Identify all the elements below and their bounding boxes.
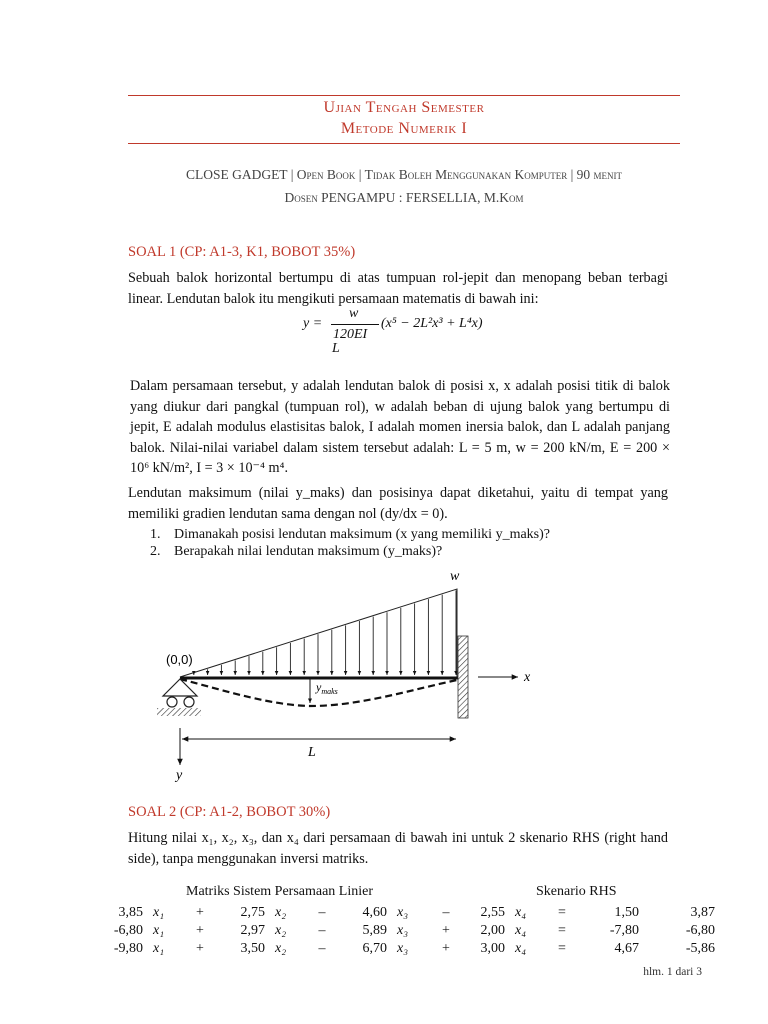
equation-cell-r2: 3,87 <box>690 905 715 920</box>
formula-rhs: (x⁵ − 2L²x³ + L⁴x) <box>381 316 483 331</box>
equation-cell-v1: x₁ <box>153 905 165 920</box>
equation-cell-c3: 6,70 <box>362 941 387 956</box>
equation-cell-v2: x₂ <box>275 923 287 938</box>
equation-cell-c2: 2,75 <box>240 905 265 920</box>
equation-cell-o3: + <box>442 923 450 938</box>
course-title: Metode Numerik I <box>340 120 468 137</box>
equation-cell-r2: -5,86 <box>685 941 715 956</box>
ground-hatch <box>157 708 201 716</box>
soal1-explanation: Dalam persamaan tersebut, y adalah lendutan balok di posisi x, x adalah posisi titik di balok yang diukur dari pangkal (tumpuan rol), w adalah beban di ujung balok yang bertumpu di jepit, E adalah modulus elastisitas balok, I adalah momen inersia balok, dan L adalah panjang balok. Nilai-nilai variabel dalam sistem tersebut adalah: L = 5 m, w = 200 kN/m, E = 200 × 10⁶ kN/m², I = 3 × 10⁻⁴ m⁴. <box>130 378 670 476</box>
soal1-intro: Sebuah balok horizontal bertumpu di atas tumpuan rol-jepit dan menopang beban terbagi linear. Lendutan balok itu mengikuti persamaan matematis di bawah ini: <box>128 270 668 307</box>
equation-cell-v4: x₄ <box>515 905 527 920</box>
equation-cell-o1: + <box>196 923 204 938</box>
load-distribution <box>180 589 457 677</box>
formula-lhs: y = <box>303 316 323 331</box>
equation-cell-eq: = <box>558 905 566 920</box>
page-number: hlm. 1 dari 3 <box>643 966 702 978</box>
fixed-support <box>458 636 468 718</box>
equation-cell-r1: 1,50 <box>614 905 639 920</box>
roller-wheel-right <box>184 697 194 707</box>
equation-cell-v2: x₂ <box>275 941 287 956</box>
equation-cell-o1: + <box>196 905 204 920</box>
formula-below: L <box>332 341 340 356</box>
load-label: w <box>450 569 460 584</box>
equation-cell-c2: 2,97 <box>240 923 265 938</box>
equation-cell-c1: -6,80 <box>113 923 143 938</box>
equation-cell-eq: = <box>558 941 566 956</box>
matrix-caption: Matriks Sistem Persamaan Linier <box>186 884 374 899</box>
x-axis-label: x <box>524 670 531 685</box>
exam-title: Ujian Tengah Semester <box>323 99 485 116</box>
lecturer: Dosen PENGAMPU : FERSELLIA, M.Kom <box>284 190 524 205</box>
equation-cell-v3: x₃ <box>397 941 409 956</box>
equation-cell-v4: x₄ <box>515 941 527 956</box>
equation-cell-r2: -6,80 <box>685 923 715 938</box>
equation-cell-c1: 3,85 <box>118 905 143 920</box>
question-1: 1. Dimanakah posisi lendutan maksimum (x yang memiliki y_maks)? <box>150 527 550 542</box>
equation-cell-eq: = <box>558 923 566 938</box>
formula-denominator: 120EI <box>333 327 368 342</box>
equation-cell-c2: 3,50 <box>240 941 265 956</box>
scenario-caption: Skenario RHS <box>536 884 617 899</box>
equation-cell-v1: x₁ <box>153 923 165 938</box>
equation-cell-r1: 4,67 <box>614 941 639 956</box>
equation-cell-c4: 2,55 <box>480 905 505 920</box>
y-axis-label: y <box>176 768 183 783</box>
load-arrows <box>194 590 456 675</box>
soal1-max-deflection: Lendutan maksimum (nilai y_maks) dan posisinya dapat diketahui, yaitu di tempat yang memiliki gradien lendutan sama dengan nol (dy/dx = 0). <box>128 485 668 522</box>
equation-cell-c4: 2,00 <box>480 923 505 938</box>
origin-label: (0,0) <box>166 652 193 667</box>
equation-cell-v3: x₃ <box>397 905 409 920</box>
equation-system <box>95 904 715 958</box>
equation-row <box>95 904 715 922</box>
equation-cell-c4: 3,00 <box>480 941 505 956</box>
equation-cell-o2: – <box>318 941 326 956</box>
equation-row <box>95 922 715 940</box>
equation-cell-o1: + <box>196 941 204 956</box>
equation-cell-v2: x₂ <box>275 905 287 920</box>
equation-row <box>95 940 715 958</box>
ymaks-label: $y_{maks}$ <box>316 680 338 696</box>
equation-cell-o3: – <box>442 905 450 920</box>
roller-wheel-left <box>167 697 177 707</box>
equation-cell-v1: x₁ <box>153 941 165 956</box>
soal1-heading: SOAL 1 (CP: A1-3, K1, BOBOT 35%) <box>128 244 356 260</box>
equation-cell-r1: -7,80 <box>609 923 639 938</box>
equation-cell-v4: x₄ <box>515 923 527 938</box>
formula-numerator: w <box>349 306 359 321</box>
equation-cell-v3: x₃ <box>397 923 409 938</box>
soal2-intro: Hitung nilai x₁, x₂, x₃, dan x₄ dari persamaan di bawah ini untuk 2 skenario RHS (right hand side), tanpa menggunakan inversi matriks. <box>128 830 668 867</box>
equation-cell-o2: – <box>318 923 326 938</box>
exam-rules: CLOSE GADGET | Open Book | Tidak Boleh Menggunakan Komputer | 90 menit <box>185 167 623 182</box>
question-2: 2. Berapakah nilai lendutan maksimum (y_maks)? <box>150 544 443 559</box>
equation-cell-c1: -9,80 <box>113 941 143 956</box>
length-label: L <box>308 745 316 760</box>
soal2-heading: SOAL 2 (CP: A1-2, BOBOT 30%) <box>128 804 331 820</box>
equation-cell-c3: 5,89 <box>362 923 387 938</box>
equation-cell-o2: – <box>318 905 326 920</box>
equation-cell-o3: + <box>442 941 450 956</box>
equation-cell-c3: 4,60 <box>362 905 387 920</box>
